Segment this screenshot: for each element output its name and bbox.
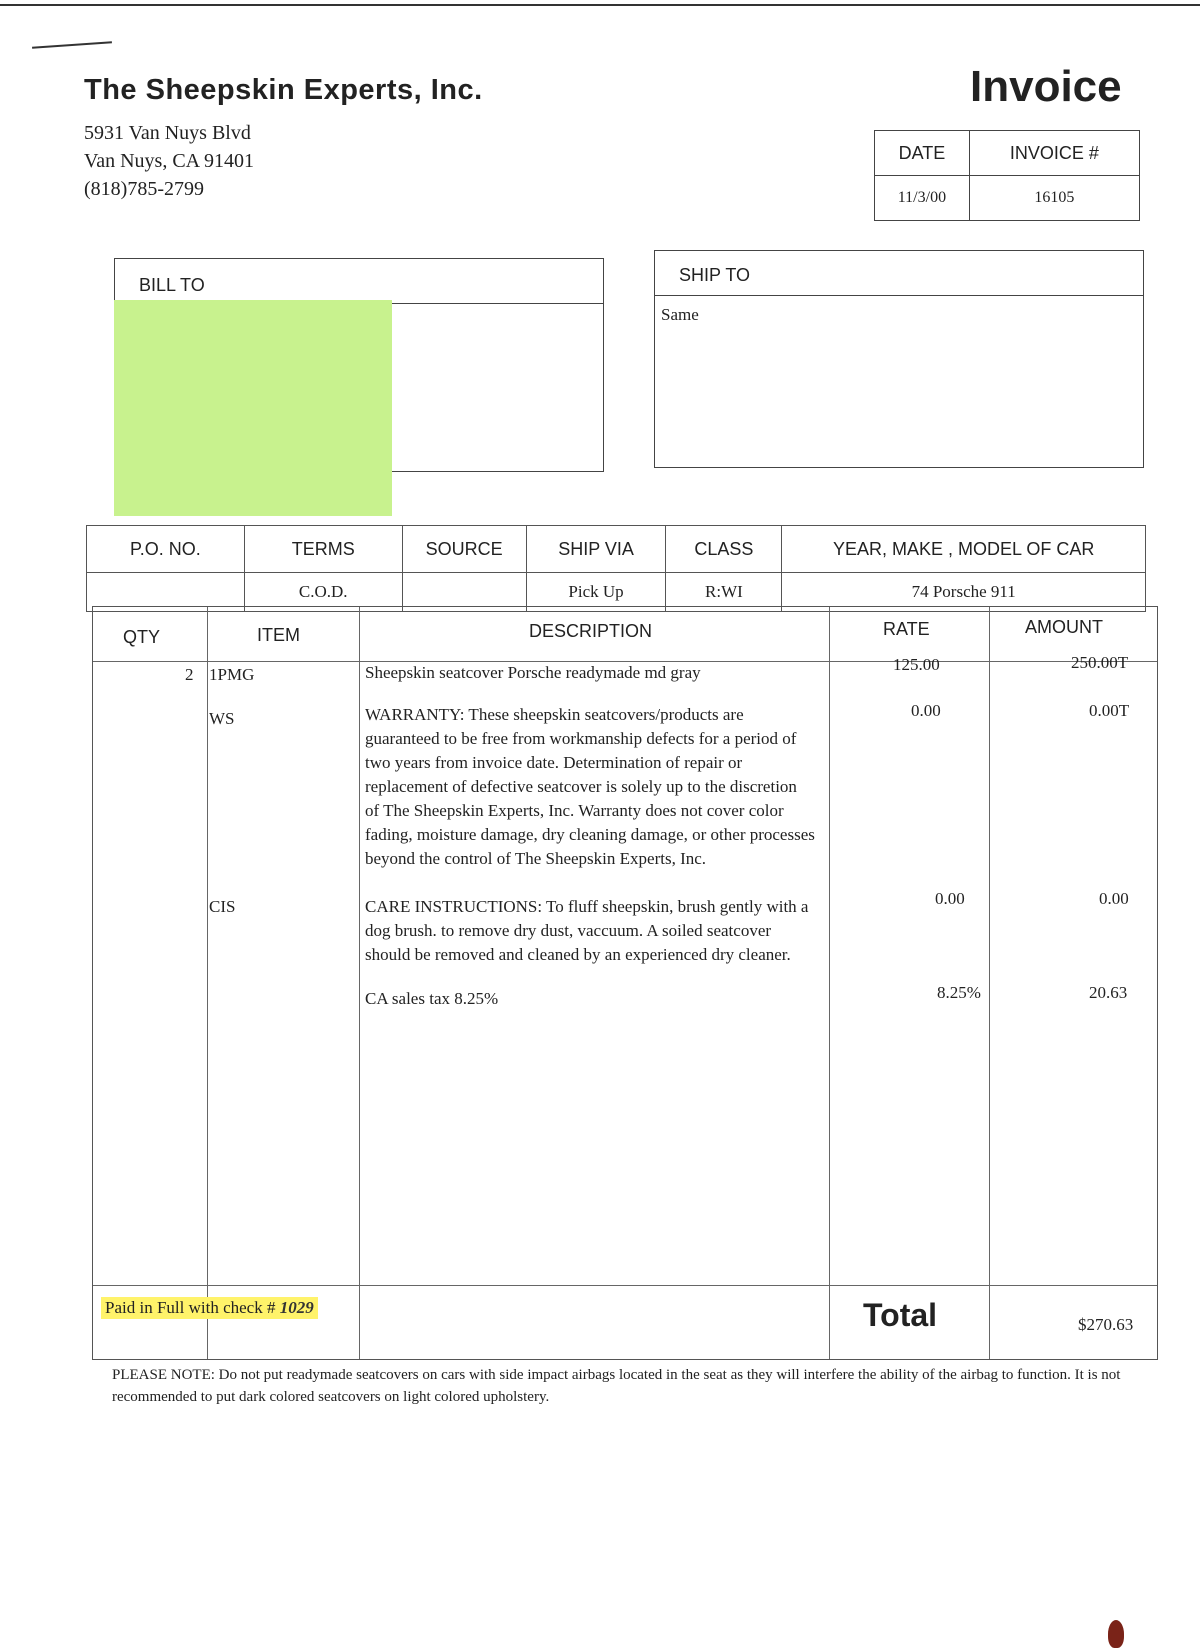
terms-header: TERMS bbox=[244, 526, 402, 573]
ship-to-label: SHIP TO bbox=[679, 265, 751, 285]
item-header: ITEM bbox=[257, 625, 300, 645]
rate-header: RATE bbox=[883, 619, 930, 639]
column-divider bbox=[989, 607, 990, 1359]
ship-via-header: SHIP VIA bbox=[526, 526, 666, 573]
car-model-header: YEAR, MAKE , MODEL OF CAR bbox=[782, 526, 1146, 573]
document-title: Invoice bbox=[970, 62, 1122, 111]
total-amount: $270.63 bbox=[1078, 1315, 1134, 1334]
column-divider bbox=[829, 607, 830, 1359]
date-label: DATE bbox=[875, 131, 970, 176]
line-items-table bbox=[92, 606, 1158, 1360]
scan-edge-line bbox=[0, 4, 1200, 6]
row-rate: 0.00 bbox=[911, 701, 941, 720]
row-item: WS bbox=[209, 709, 235, 728]
ship-via-value: Pick Up bbox=[526, 573, 666, 612]
date-invoice-box bbox=[874, 130, 1140, 221]
company-phone: (818)785-2799 bbox=[84, 178, 204, 200]
column-divider bbox=[207, 607, 208, 1359]
row-rate: 125.00 bbox=[893, 655, 940, 674]
row-amount: 250.00T bbox=[1071, 653, 1129, 672]
row-item: CIS bbox=[209, 897, 236, 916]
check-number: 1029 bbox=[279, 1298, 314, 1317]
footer-note: PLEASE NOTE: Do not put readymade seatcovers on cars with side impact airbags located in the seat as they will interfere the ability of the airbag to function. It is not recommended to put dark colored seatcovers on light colored upholstery. bbox=[112, 1367, 1121, 1405]
row-description: WARRANTY: These sheepskin seatcovers/products are guaranteed to be free from workmanship defects for a period of two years from invoice date. Determination of repair or replacement of defective seatcover is solely up to the discretion of The Sheepskin Experts, Inc. Warranty does not cover color fading, moisture damage, dry cleaning damage, or other processes beyond the control of The Sheepskin Experts, Inc. bbox=[365, 705, 815, 868]
row-rate: 0.00 bbox=[935, 889, 965, 908]
company-name: The Sheepskin Experts, Inc. bbox=[84, 74, 483, 106]
po-number-header: P.O. NO. bbox=[87, 526, 245, 573]
ink-stain bbox=[1108, 1620, 1124, 1648]
row-amount: 0.00 bbox=[1099, 889, 1129, 908]
ship-to-value: Same bbox=[661, 305, 699, 324]
paid-note-text: Paid in Full with check # bbox=[105, 1298, 276, 1317]
class-value: R:WI bbox=[666, 573, 782, 612]
invoice-number: 16105 bbox=[969, 176, 1139, 221]
company-address-line2: Van Nuys, CA 91401 bbox=[84, 150, 255, 172]
row-qty: 2 bbox=[185, 665, 194, 684]
pen-mark bbox=[32, 41, 112, 49]
row-rate: 8.25% bbox=[937, 983, 981, 1002]
redaction-sticker bbox=[114, 300, 392, 516]
amount-header: AMOUNT bbox=[1025, 617, 1103, 637]
footer-divider bbox=[93, 1285, 1157, 1286]
bill-to-header bbox=[115, 259, 603, 304]
invoice-date: 11/3/00 bbox=[875, 176, 970, 221]
row-item: 1PMG bbox=[209, 665, 255, 684]
row-amount: 20.63 bbox=[1089, 983, 1128, 1002]
invoice-number-label: INVOICE # bbox=[969, 131, 1139, 176]
ship-to-box bbox=[654, 250, 1144, 468]
bill-to-label: BILL TO bbox=[139, 275, 205, 295]
qty-header: QTY bbox=[123, 627, 161, 647]
ship-to-header bbox=[655, 251, 1143, 296]
row-amount: 0.00T bbox=[1089, 701, 1130, 720]
row-description: Sheepskin seatcover Porsche readymade md gray bbox=[365, 663, 701, 682]
paid-in-full-note bbox=[101, 1297, 318, 1319]
class-header: CLASS bbox=[666, 526, 782, 573]
company-address-line1: 5931 Van Nuys Blvd bbox=[84, 122, 251, 144]
row-description: CA sales tax 8.25% bbox=[365, 989, 499, 1008]
column-divider bbox=[359, 607, 360, 1359]
car-model-value: 74 Porsche 911 bbox=[782, 573, 1146, 612]
total-label: Total bbox=[863, 1297, 938, 1333]
source-header: SOURCE bbox=[402, 526, 526, 573]
row-description: CARE INSTRUCTIONS: To fluff sheepskin, brush gently with a dog brush. to remove dry dust, vaccuum. A soiled seatcover should be removed and cleaned by an experienced dry cleaner. bbox=[365, 897, 809, 964]
order-info-table bbox=[86, 525, 1146, 612]
description-header: DESCRIPTION bbox=[529, 621, 653, 641]
terms-value: C.O.D. bbox=[244, 573, 402, 612]
